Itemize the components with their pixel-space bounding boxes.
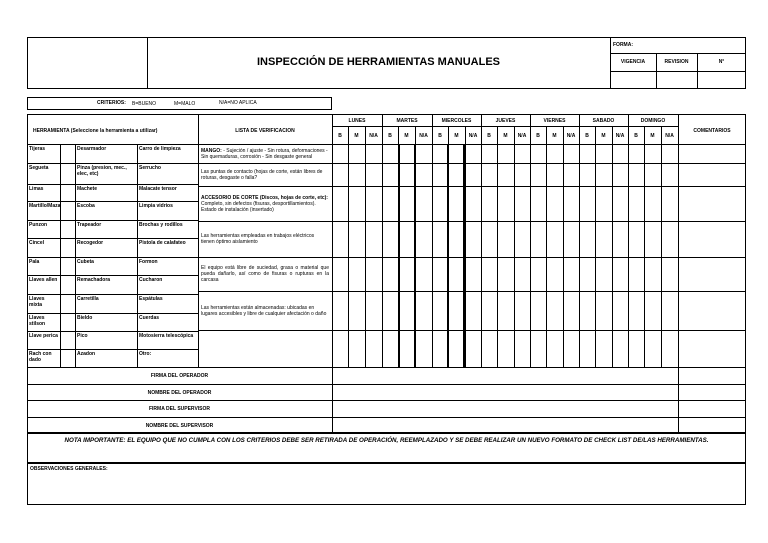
- day-subcol-label: M: [650, 133, 655, 139]
- check-cell[interactable]: [644, 221, 661, 257]
- vigencia-label: VIGENCIA: [620, 59, 646, 65]
- check-cell[interactable]: [628, 291, 644, 330]
- check-cell[interactable]: [563, 186, 579, 221]
- important-note: NOTA IMPORTANTE: EL EQUIPO QUE NO CUMPLA CON LOS CRITERIOS DEBE SER RETIRADA DE OPERACIÓN, REEMPLAZADO Y SE DEBE REALIZAR UN NUEVO FORMATO DE CHECK LIST DE/LAS HERRAMIENTAS.: [64, 437, 709, 444]
- tool-row-line: [27, 201, 198, 202]
- day-subcol-label: N/A: [419, 133, 428, 139]
- check-cell[interactable]: [661, 257, 678, 291]
- tool-label: Pala: [29, 259, 40, 265]
- day-subcol-label: B: [487, 133, 491, 139]
- tool-select-cell[interactable]: [60, 201, 75, 220]
- day-subcol-label: M: [601, 133, 606, 139]
- check-cell[interactable]: [332, 257, 348, 291]
- day-subcol-label: B: [338, 133, 342, 139]
- check-cell[interactable]: [415, 221, 432, 257]
- check-cell[interactable]: [382, 221, 398, 257]
- tool-row-line: [27, 238, 198, 239]
- check-item: [201, 257, 329, 291]
- check-cell[interactable]: [432, 186, 448, 221]
- tool-label: Recogedor: [77, 240, 104, 246]
- check-cell[interactable]: [612, 186, 628, 221]
- tool-row-line: [27, 294, 198, 295]
- check-cell[interactable]: [612, 291, 628, 330]
- tool-row-line: [27, 313, 198, 314]
- tool-label: Malacate tensor: [139, 186, 177, 192]
- check-item-text: - Sujeción / ajuste - Sin rotura, deformaciones - Sin quemaduras, corrosión - Sin desgaste general: [201, 147, 328, 160]
- check-cell[interactable]: [514, 163, 530, 186]
- check-cell[interactable]: [365, 221, 382, 257]
- check-cell[interactable]: [546, 144, 563, 163]
- check-cell[interactable]: [546, 257, 563, 291]
- tool-label: Carretilla: [77, 296, 99, 302]
- check-cell[interactable]: [448, 221, 465, 257]
- tool-label: Segueta: [29, 165, 49, 171]
- check-cell[interactable]: [348, 186, 365, 221]
- criteria-label: CRITERIOS:: [97, 100, 126, 106]
- days-header-line: [332, 126, 678, 127]
- signature-field[interactable]: [332, 384, 678, 400]
- signature-label: NOMBRE DEL OPERADOR: [147, 390, 212, 396]
- tool-label: Llaves allen: [29, 277, 58, 283]
- check-cell[interactable]: [382, 257, 398, 291]
- day-subcol-label: N/A: [468, 133, 478, 139]
- check-cell[interactable]: [579, 257, 595, 291]
- check-cell[interactable]: [432, 163, 448, 186]
- check-cell[interactable]: [628, 221, 644, 257]
- check-cell[interactable]: [398, 186, 415, 221]
- check-cell[interactable]: [628, 186, 644, 221]
- day-subcol-label: M: [454, 133, 459, 139]
- tool-label: Formon: [139, 259, 158, 265]
- check-cell[interactable]: [481, 291, 497, 330]
- check-cell[interactable]: [530, 257, 546, 291]
- criteria-no-aplica: N/A=NO APLICA: [219, 100, 257, 106]
- check-cell[interactable]: [448, 257, 465, 291]
- check-cell[interactable]: [415, 257, 432, 291]
- tool-select-cell[interactable]: [60, 257, 75, 275]
- comment-cell[interactable]: [678, 144, 746, 163]
- check-cell[interactable]: [530, 221, 546, 257]
- tool-label: Trapeador: [77, 222, 102, 228]
- check-cell[interactable]: [514, 186, 530, 221]
- day-subcol-label: M: [404, 133, 409, 139]
- check-item-text: Las herramientas están almacenadas: ubicadas en lugares accesibles y libre de cualquier afectación o daño: [201, 304, 327, 317]
- check-item-bold: ACCESORIO DE CORTE (Discos, hojas de corte, etc):: [201, 194, 328, 201]
- tool-label: Cucharon: [139, 277, 163, 283]
- tool-row-line: [27, 331, 198, 332]
- check-cell[interactable]: [348, 144, 365, 163]
- signature-field[interactable]: [332, 400, 678, 417]
- col-header-lista: LISTA DE VERIFICACION: [235, 128, 295, 134]
- comment-cell[interactable]: [678, 221, 746, 257]
- tool-label: Cincel: [29, 240, 45, 246]
- day-subcol-label: N/A: [665, 133, 674, 139]
- tool-select-cell[interactable]: [60, 238, 75, 257]
- check-item-text: Las puntas de contacto (hojas de corte, están libres de roturas, desgaste o falla?: [201, 168, 323, 181]
- check-cell[interactable]: [644, 186, 661, 221]
- check-cell[interactable]: [497, 163, 514, 186]
- check-cell[interactable]: [563, 291, 579, 330]
- tool-label: Carro de limpieza: [139, 146, 181, 152]
- check-cell[interactable]: [644, 257, 661, 291]
- criteria-malo: M=MALO: [174, 101, 196, 107]
- check-cell[interactable]: [465, 257, 481, 291]
- day-subcol-label: B: [438, 133, 442, 139]
- page-title: INSPECCIÓN DE HERRAMIENTAS MANUALES: [256, 56, 501, 68]
- tool-label: Pico: [77, 333, 88, 339]
- day-subcol-label: M: [503, 133, 508, 139]
- check-cell[interactable]: [661, 163, 678, 186]
- check-cell[interactable]: [432, 257, 448, 291]
- check-cell[interactable]: [546, 291, 563, 330]
- check-cell[interactable]: [497, 221, 514, 257]
- check-item: [201, 221, 329, 257]
- check-cell[interactable]: [432, 291, 448, 330]
- check-cell[interactable]: [432, 221, 448, 257]
- check-cell[interactable]: [348, 291, 365, 330]
- comment-cell[interactable]: [678, 257, 746, 291]
- check-cell[interactable]: [530, 186, 546, 221]
- day-subcol-label: B: [585, 133, 589, 139]
- check-cell[interactable]: [514, 221, 530, 257]
- check-cell[interactable]: [546, 221, 563, 257]
- check-cell[interactable]: [448, 163, 465, 186]
- day-subcol-label: N/A: [615, 133, 625, 139]
- comment-cell[interactable]: [678, 291, 746, 330]
- check-cell[interactable]: [481, 257, 497, 291]
- check-cell[interactable]: [546, 186, 563, 221]
- check-item: [201, 163, 329, 186]
- tool-label: Tijeras: [29, 146, 46, 152]
- check-cell[interactable]: [514, 144, 530, 163]
- tool-col-line: [137, 144, 138, 367]
- tool-label: Otro:: [139, 351, 152, 357]
- check-cell[interactable]: [432, 144, 448, 163]
- tool-select-cell[interactable]: [60, 349, 75, 367]
- check-cell[interactable]: [415, 291, 432, 330]
- check-cell[interactable]: [563, 144, 579, 163]
- check-cell[interactable]: [563, 163, 579, 186]
- check-cell[interactable]: [465, 291, 481, 330]
- check-cell[interactable]: [465, 163, 481, 186]
- check-cell[interactable]: [365, 186, 382, 221]
- tool-select-cell[interactable]: [60, 220, 75, 238]
- check-item-text: Completo, sin defectos (fisuras, desportillamientos). Estado de instalación (insertado): [201, 200, 316, 213]
- tool-label: Cubeta: [77, 259, 94, 265]
- criteria-bueno: B=BUENO: [132, 101, 157, 107]
- check-cell[interactable]: [514, 291, 530, 330]
- check-cell[interactable]: [332, 291, 348, 330]
- check-cell[interactable]: [398, 163, 415, 186]
- day-subcol-label: N/A: [566, 133, 576, 139]
- check-cell[interactable]: [398, 221, 415, 257]
- check-cell[interactable]: [579, 221, 595, 257]
- check-item-text: El equipo está libre de suciedad, grasa o material que pueda dañarlo, así como de fisuras o rupturas en la carcasa: [201, 265, 329, 283]
- check-cell[interactable]: [398, 291, 415, 330]
- check-cell[interactable]: [382, 144, 398, 163]
- check-cell[interactable]: [348, 257, 365, 291]
- check-cell[interactable]: [644, 163, 661, 186]
- day-subcol-label: B: [634, 133, 638, 139]
- tool-row-line: [27, 257, 198, 258]
- check-cell[interactable]: [661, 144, 678, 163]
- check-cell[interactable]: [398, 257, 415, 291]
- check-cell[interactable]: [365, 144, 382, 163]
- check-cell[interactable]: [497, 291, 514, 330]
- day-subcol-label: M: [552, 133, 557, 139]
- tool-row-line: [27, 275, 198, 276]
- tool-label: Llaves stilson: [29, 315, 46, 327]
- tool-label: Llaves mixta: [29, 296, 45, 308]
- check-cell[interactable]: [497, 186, 514, 221]
- tool-label: Martillo/Maza: [29, 203, 61, 209]
- tool-label: Desarmador: [77, 146, 107, 152]
- check-cell[interactable]: [332, 221, 348, 257]
- signature-field[interactable]: [332, 367, 678, 384]
- check-cell[interactable]: [365, 257, 382, 291]
- numero-label: N°: [718, 59, 725, 65]
- check-cell[interactable]: [348, 163, 365, 186]
- tool-select-cell[interactable]: [60, 163, 75, 184]
- observaciones-box[interactable]: [27, 463, 746, 505]
- check-cell[interactable]: [415, 186, 432, 221]
- col-header-comentarios: COMENTARIOS: [693, 128, 731, 134]
- check-cell[interactable]: [546, 163, 563, 186]
- tool-label: Limas: [29, 186, 44, 192]
- tool-label: Remachadora: [77, 277, 111, 283]
- tool-label: Cuerdas: [139, 315, 160, 321]
- check-item: [201, 144, 329, 163]
- check-cell[interactable]: [612, 221, 628, 257]
- tool-row-line: [27, 349, 198, 350]
- check-cell[interactable]: [628, 163, 644, 186]
- check-item: [201, 186, 329, 221]
- check-cell[interactable]: [448, 144, 465, 163]
- signature-label: FIRMA DEL OPERADOR: [150, 373, 209, 379]
- check-cell[interactable]: [481, 163, 497, 186]
- check-cell[interactable]: [595, 186, 612, 221]
- day-header: LUNES: [348, 118, 366, 124]
- tool-label: Llave perica: [29, 333, 58, 339]
- tool-label: Pistola de calafateo: [139, 240, 186, 246]
- tool-label: Azadon: [77, 351, 96, 357]
- check-cell[interactable]: [530, 144, 546, 163]
- tool-label: Espátulas: [139, 296, 163, 302]
- day-subcol-label: B: [536, 133, 540, 139]
- check-cell[interactable]: [563, 221, 579, 257]
- tool-row-line: [27, 220, 198, 221]
- tool-label: Motosierra telescópica: [139, 333, 194, 339]
- observaciones-label: OBSERVACIONES GENERALES:: [30, 466, 108, 472]
- day-header: SABADO: [592, 118, 615, 124]
- tool-col-line: [75, 144, 76, 367]
- check-cell[interactable]: [497, 257, 514, 291]
- tool-label: Escoba: [77, 203, 95, 209]
- tool-select-cell[interactable]: [60, 294, 75, 313]
- header-forma-divider: [610, 53, 746, 54]
- check-cell[interactable]: [612, 163, 628, 186]
- comment-cell[interactable]: [678, 163, 746, 186]
- day-header: DOMINGO: [640, 118, 666, 124]
- day-subcol-label: N/A: [369, 133, 378, 139]
- main-top-line: [27, 114, 746, 115]
- day-subcol-label: M: [354, 133, 359, 139]
- day-subcol-label: B: [388, 133, 392, 139]
- check-item: [201, 291, 329, 330]
- check-cell[interactable]: [398, 144, 415, 163]
- signature-field[interactable]: [332, 417, 678, 433]
- check-cell[interactable]: [365, 291, 382, 330]
- day-header: VIERNES: [543, 118, 566, 124]
- col-header-herramienta: HERRAMIENTA (Seleccione la herramienta a utilizar): [33, 128, 158, 134]
- check-cell[interactable]: [332, 163, 348, 186]
- check-cell[interactable]: [661, 221, 678, 257]
- check-cell[interactable]: [448, 186, 465, 221]
- check-cell[interactable]: [415, 163, 432, 186]
- check-cell[interactable]: [382, 291, 398, 330]
- check-cell[interactable]: [481, 221, 497, 257]
- check-cell[interactable]: [382, 163, 398, 186]
- check-cell[interactable]: [530, 291, 546, 330]
- check-cell[interactable]: [612, 144, 628, 163]
- revision-label: REVISION: [664, 59, 689, 65]
- day-header: MIERCOLES: [441, 118, 472, 124]
- tool-select-cell[interactable]: [60, 275, 75, 294]
- signature-label: FIRMA DEL SUPERVISOR: [148, 406, 211, 412]
- check-cell[interactable]: [628, 257, 644, 291]
- check-cell[interactable]: [628, 144, 644, 163]
- check-cell[interactable]: [448, 291, 465, 330]
- tool-select-cell[interactable]: [60, 144, 75, 163]
- day-header: MARTES: [396, 118, 418, 124]
- check-cell[interactable]: [365, 163, 382, 186]
- tool-label: Serrucho: [139, 165, 161, 171]
- check-cell[interactable]: [579, 163, 595, 186]
- tool-label: Pinza (presion, mec., elec, etc): [77, 165, 127, 177]
- tool-label: Punzon: [29, 222, 48, 228]
- tool-row-line: [27, 163, 198, 164]
- check-cell[interactable]: [595, 257, 612, 291]
- check-cell[interactable]: [644, 144, 661, 163]
- check-cell[interactable]: [644, 291, 661, 330]
- tool-select-cell[interactable]: [60, 184, 75, 201]
- check-cell[interactable]: [595, 221, 612, 257]
- check-cell[interactable]: [348, 221, 365, 257]
- check-cell[interactable]: [465, 144, 481, 163]
- check-cell[interactable]: [497, 144, 514, 163]
- check-cell[interactable]: [514, 257, 530, 291]
- header-fields-divider: [610, 71, 746, 72]
- check-cell[interactable]: [481, 186, 497, 221]
- tool-label: Limpia vidrios: [139, 203, 173, 209]
- tool-row-line: [27, 184, 198, 185]
- check-cell[interactable]: [465, 221, 481, 257]
- day-subcol-label: N/A: [517, 133, 527, 139]
- check-cell[interactable]: [563, 257, 579, 291]
- check-cell[interactable]: [595, 163, 612, 186]
- check-cell[interactable]: [530, 163, 546, 186]
- check-cell[interactable]: [579, 186, 595, 221]
- day-header: JUEVES: [495, 118, 516, 124]
- check-cell[interactable]: [579, 144, 595, 163]
- check-cell[interactable]: [415, 144, 432, 163]
- check-cell[interactable]: [661, 291, 678, 330]
- tool-select-cell[interactable]: [60, 331, 75, 349]
- check-cell[interactable]: [332, 144, 348, 163]
- check-row-line: [198, 330, 746, 331]
- check-cell[interactable]: [382, 186, 398, 221]
- forma-label: FORMA:: [613, 42, 633, 48]
- check-cell[interactable]: [579, 291, 595, 330]
- check-cell[interactable]: [661, 186, 678, 221]
- check-cell[interactable]: [465, 186, 481, 221]
- check-item-bold: MANGO:: [201, 147, 222, 154]
- tool-label: Brochas y rodillos: [139, 222, 183, 228]
- check-cell[interactable]: [595, 291, 612, 330]
- tool-select-cell[interactable]: [60, 313, 75, 331]
- comment-cell[interactable]: [678, 186, 746, 221]
- check-cell[interactable]: [481, 144, 497, 163]
- check-item-text: Las herramientas empleadas en trabajos eléctricos tienen óptimo aislamiento: [201, 233, 315, 245]
- signature-label: NOMBRE DEL SUPERVISOR: [145, 423, 214, 429]
- check-cell[interactable]: [595, 144, 612, 163]
- tool-label: Machete: [77, 186, 98, 192]
- tool-label: Bieldo: [77, 315, 93, 321]
- check-cell[interactable]: [612, 257, 628, 291]
- check-cell[interactable]: [332, 186, 348, 221]
- tool-label: Rach con dado: [29, 351, 52, 363]
